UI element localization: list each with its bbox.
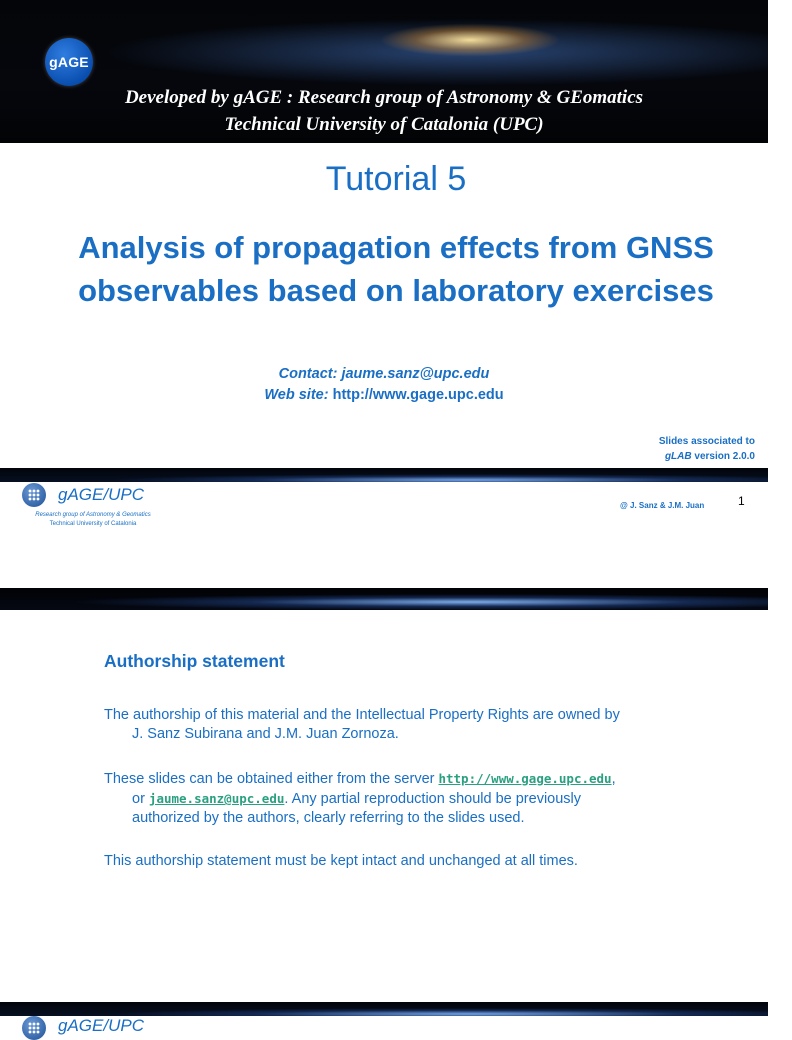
authorship-slide [0, 588, 768, 1035]
slides-assoc-line-2 [659, 449, 755, 464]
footer-brand-2: gAGE/UPC [58, 1016, 144, 1035]
footer-strip [0, 468, 768, 482]
p2-line-1 [104, 769, 704, 789]
tutorial-title: Tutorial 5 [325, 160, 467, 198]
header-banner [0, 0, 768, 143]
p2-line-3: authorized by the authors, clearly referring to the slides used. [132, 810, 525, 826]
p1-line-1: The authorship of this material and the Intellectual Property Rights are owned by [104, 707, 620, 723]
website-link[interactable]: http://www.gage.upc.edu [332, 387, 504, 403]
header-strip [0, 588, 768, 610]
slides-associated-note [659, 434, 755, 464]
p2-or: or [132, 791, 149, 807]
page-number: 1 [738, 494, 745, 508]
contact-label: Contact: [278, 366, 338, 382]
gage-logo: gAGE [45, 38, 93, 86]
contact-line [0, 364, 768, 385]
p2-after: . Any partial reproduction should be previously [284, 791, 582, 807]
authorship-paragraph-1 [104, 706, 704, 744]
website-label: Web site: [264, 387, 329, 403]
upc-logo-icon [22, 483, 46, 507]
p1-line-2: J. Sanz Subirana and J.M. Juan Zornoza. [132, 726, 399, 742]
glab-name: gLAB [664, 451, 692, 462]
authorship-heading: Authorship statement [104, 651, 285, 671]
footer-subtitle-1-text: Research group of Astronomy & Geomatics [35, 512, 151, 518]
slides-assoc-line-1: Slides associated to [658, 436, 755, 447]
glab-version: version 2.0.0 [691, 451, 755, 462]
footer-subtitle-2: Technical University of Catalonia [49, 521, 137, 527]
authorship-paragraph-3: This authorship statement must be kept intact and unchanged at all times. [104, 853, 578, 869]
contact-email[interactable]: jaume.sanz@upc.edu [341, 366, 490, 382]
p2-line-2 [104, 789, 704, 809]
email-link[interactable]: jaume.sanz@upc.edu [148, 791, 285, 806]
footer-strip-2 [0, 1002, 768, 1016]
server-link[interactable]: http://www.gage.upc.edu [438, 771, 612, 786]
banner-line-2: Technical University of Catalonia (UPC) [224, 114, 544, 135]
slide-gap [0, 560, 768, 588]
footer-authors: @ J. Sanz & J.M. Juan [620, 501, 705, 510]
p2-comma: , [611, 771, 616, 787]
authorship-paragraph-2 [104, 769, 704, 828]
upc-logo-icon-2 [22, 1016, 46, 1040]
main-title: Analysis of propagation effects from GNSS observables based on laboratory exercises [78, 230, 714, 308]
p2-prefix: These slides can be obtained either from the server [104, 771, 439, 787]
website-line [0, 385, 768, 406]
footer-brand: gAGE/UPC [58, 485, 144, 504]
contact-block [0, 364, 768, 406]
banner-line-1: Developed by gAGE : Research group of Astronomy & GEomatics [124, 87, 644, 108]
